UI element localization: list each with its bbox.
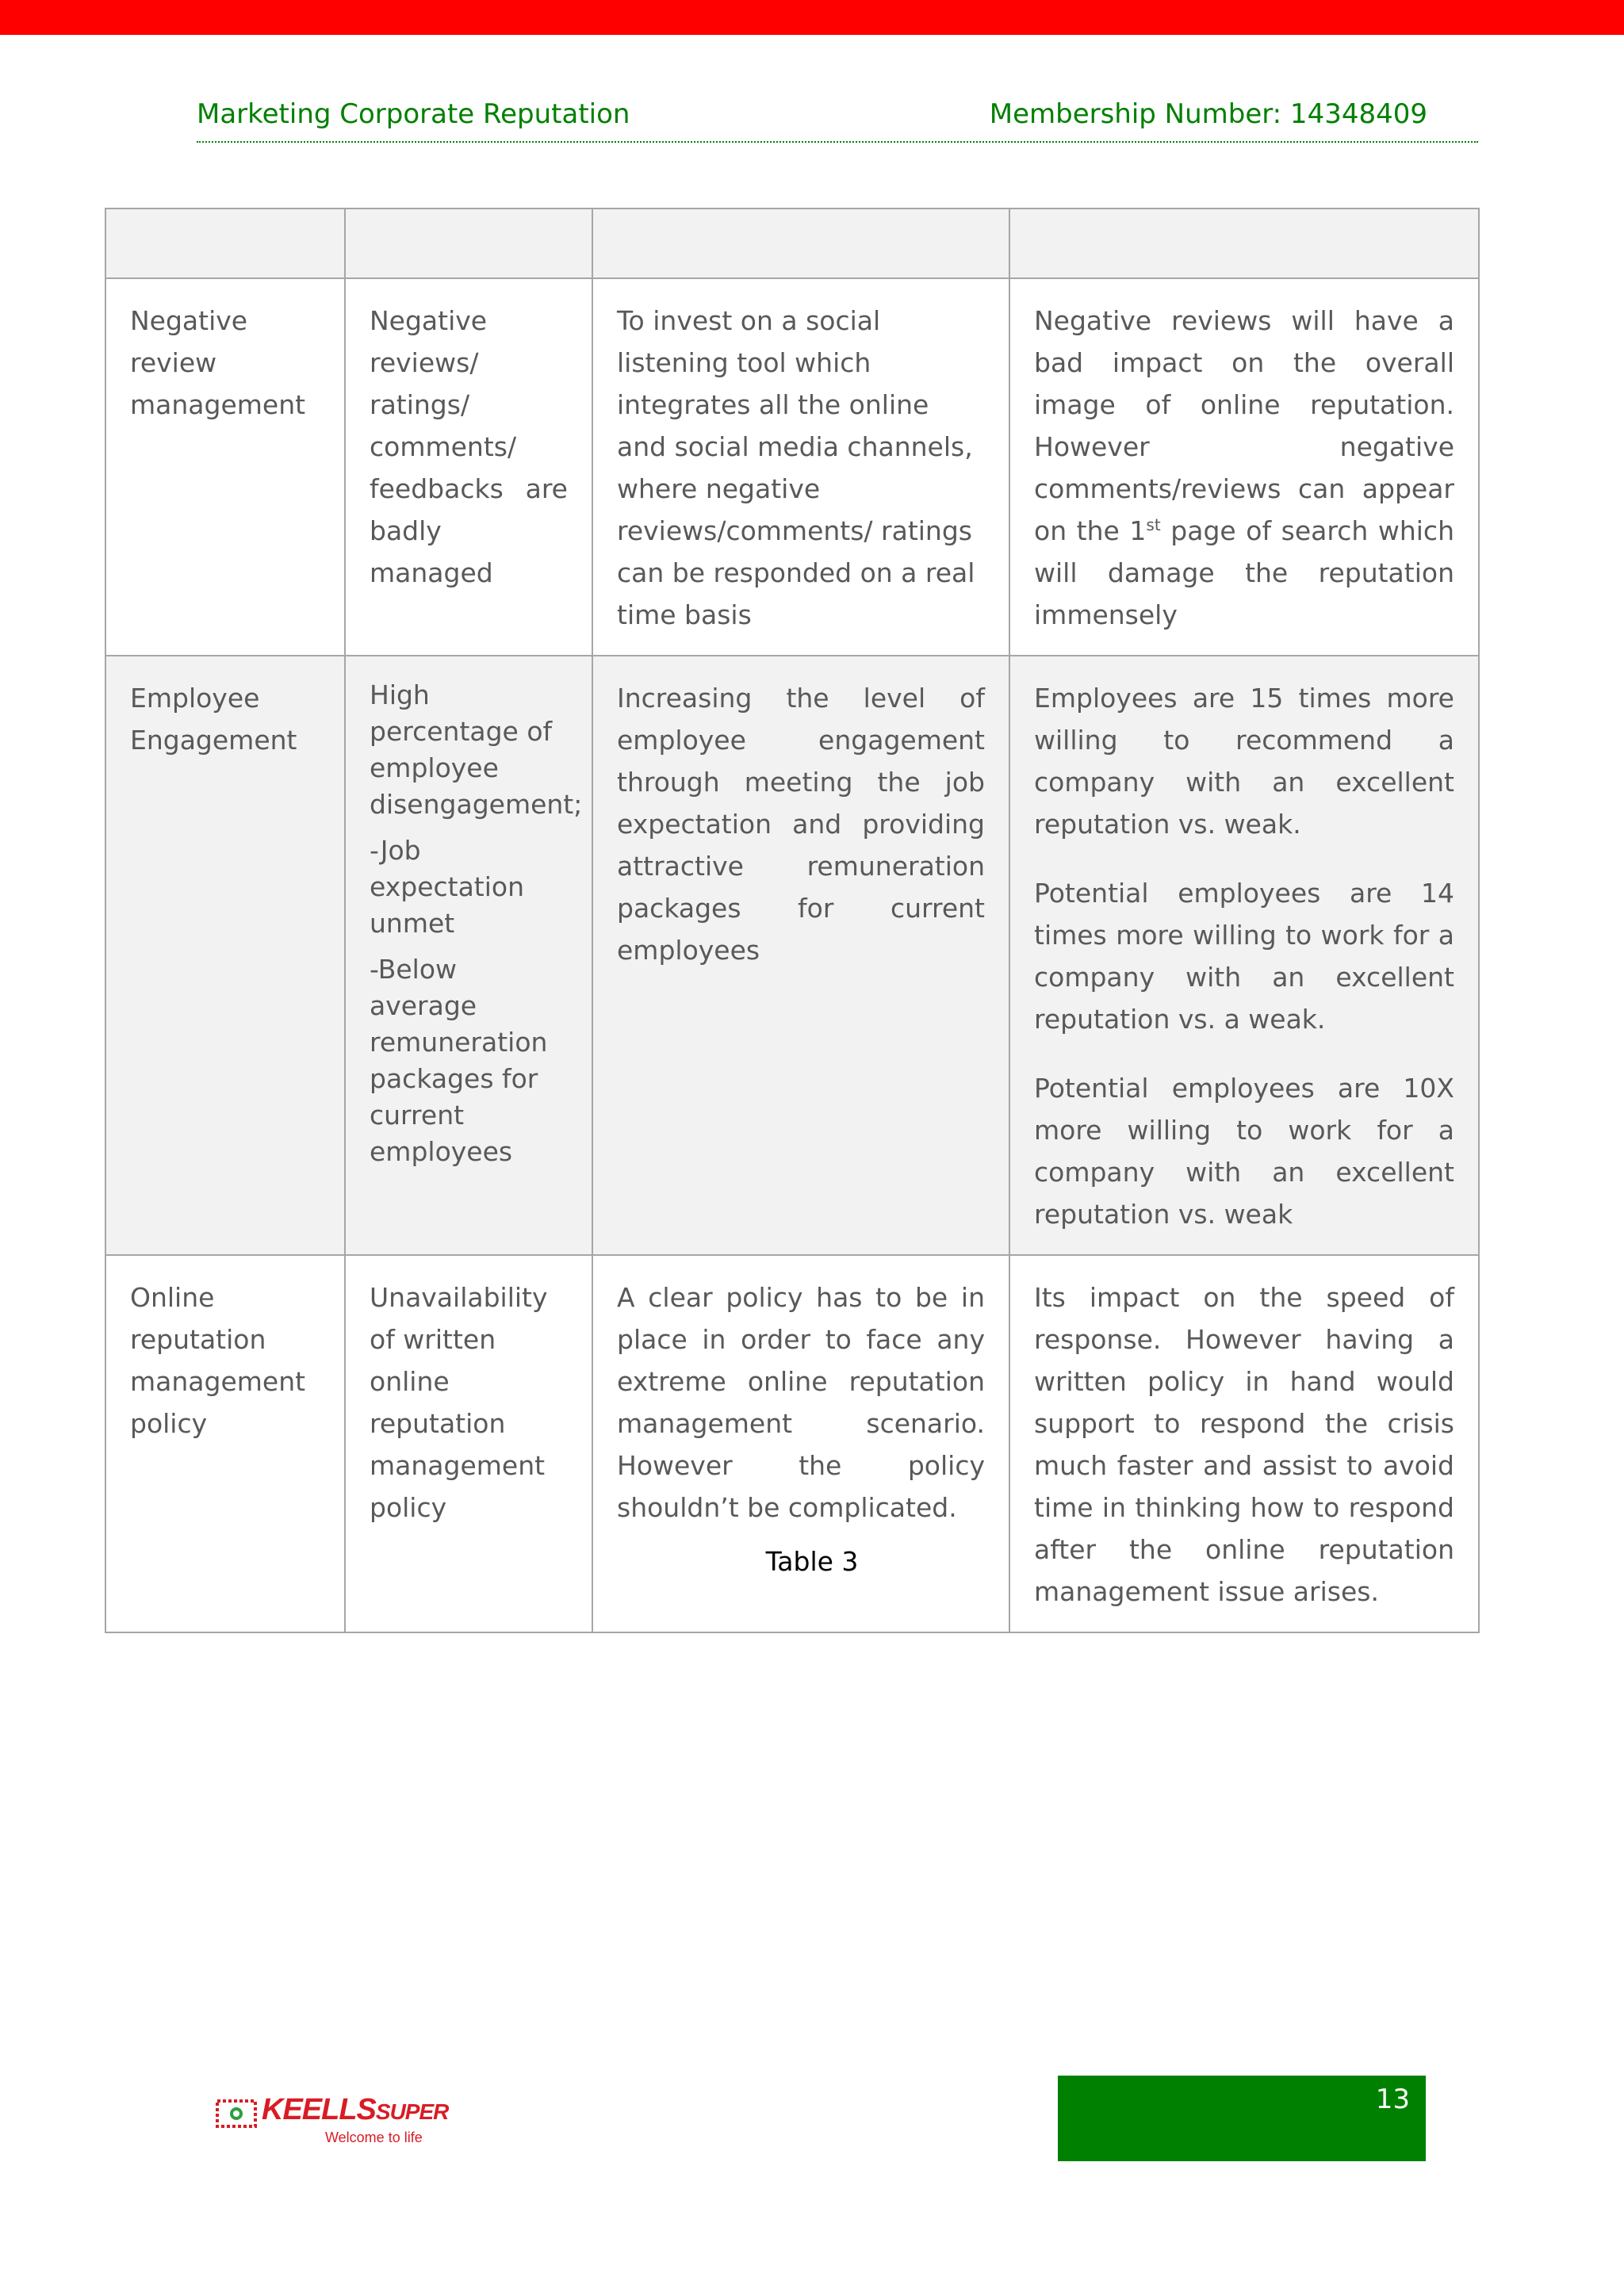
impact-paragraph: Potential employees are 10X more willing to work for a company with an excellent reputation vs. weak xyxy=(1034,1073,1454,1230)
table-header-row xyxy=(105,209,1479,278)
issue-cell: Negative review management xyxy=(105,278,345,656)
table-caption: Table 3 xyxy=(765,1546,859,1577)
logo-keells: KEELLS xyxy=(262,2093,376,2126)
top-red-bar xyxy=(0,0,1624,35)
impact-paragraph: Potential employees are 14 times more willing to work for a company with an excellent reputation vs. a weak. xyxy=(1034,878,1454,1035)
solution-cell: A clear policy has to be in place in order to face any extreme online reputation management scenario. However the policy shouldn’t be complicated. xyxy=(592,1255,1009,1632)
issue-cell: Online reputation management policy xyxy=(105,1255,345,1632)
impact-cell xyxy=(1009,278,1479,656)
impact-cell xyxy=(1009,656,1479,1255)
logo-tagline: Welcome to life xyxy=(325,2130,423,2145)
issue-cell: Employee Engagement xyxy=(105,656,345,1255)
impact-paragraph: Employees are 15 times more willing to recommend a company with an excellent reputation vs. weak. xyxy=(1034,683,1454,840)
cause-cell xyxy=(345,656,592,1255)
solution-cell: To invest on a social listening tool which integrates all the online and social media channels, where negative reviews/comments/ ratings can be responded on a real time basis xyxy=(592,278,1009,656)
cause-item: High percentage of employee disengagement; xyxy=(370,679,583,820)
cause-cell: Negative reviews/ ratings/ comments/ feedbacks are badly managed xyxy=(345,278,592,656)
logo-wordmark xyxy=(262,2093,448,2127)
table-row xyxy=(105,278,1479,656)
impact-text: Negative reviews will have a bad impact on the overall image of online reputation. However negative comments/reviews can appear on the 1 xyxy=(1034,305,1454,546)
table-header-cell xyxy=(105,209,345,278)
header-title: Marketing Corporate Reputation xyxy=(197,98,630,130)
table-row xyxy=(105,656,1479,1255)
impact-cell: Its impact on the speed of response. However having a written policy in hand would support to respond the crisis much faster and assist to avoid time in thinking how to respond after the online reputation management issue arises. xyxy=(1009,1255,1479,1632)
page-number-box xyxy=(1058,2076,1426,2161)
cause-cell: Unavailability of written online reputation management policy xyxy=(345,1255,592,1632)
table-header-cell xyxy=(345,209,592,278)
page-number: 13 xyxy=(1375,2084,1410,2115)
solution-cell: Increasing the level of employee engagement through meeting the job expectation and providing attractive remuneration packages for current employees xyxy=(592,656,1009,1255)
basket-icon xyxy=(216,2096,257,2131)
cause-item: -Job expectation unmet xyxy=(370,835,525,939)
cause-item: -Below average remuneration packages for current employees xyxy=(370,954,548,1167)
header-divider xyxy=(197,141,1478,143)
table-header-cell xyxy=(592,209,1009,278)
impact-superscript: st xyxy=(1146,515,1161,534)
reputation-table xyxy=(105,208,1480,1633)
header-membership-number: Membership Number: 14348409 xyxy=(989,98,1427,130)
table-header-cell xyxy=(1009,209,1479,278)
impact-text-cont: page of search which will damage the reputation immensely xyxy=(1034,515,1454,630)
logo-super: SUPER xyxy=(375,2099,449,2124)
keells-super-logo xyxy=(216,2093,454,2164)
